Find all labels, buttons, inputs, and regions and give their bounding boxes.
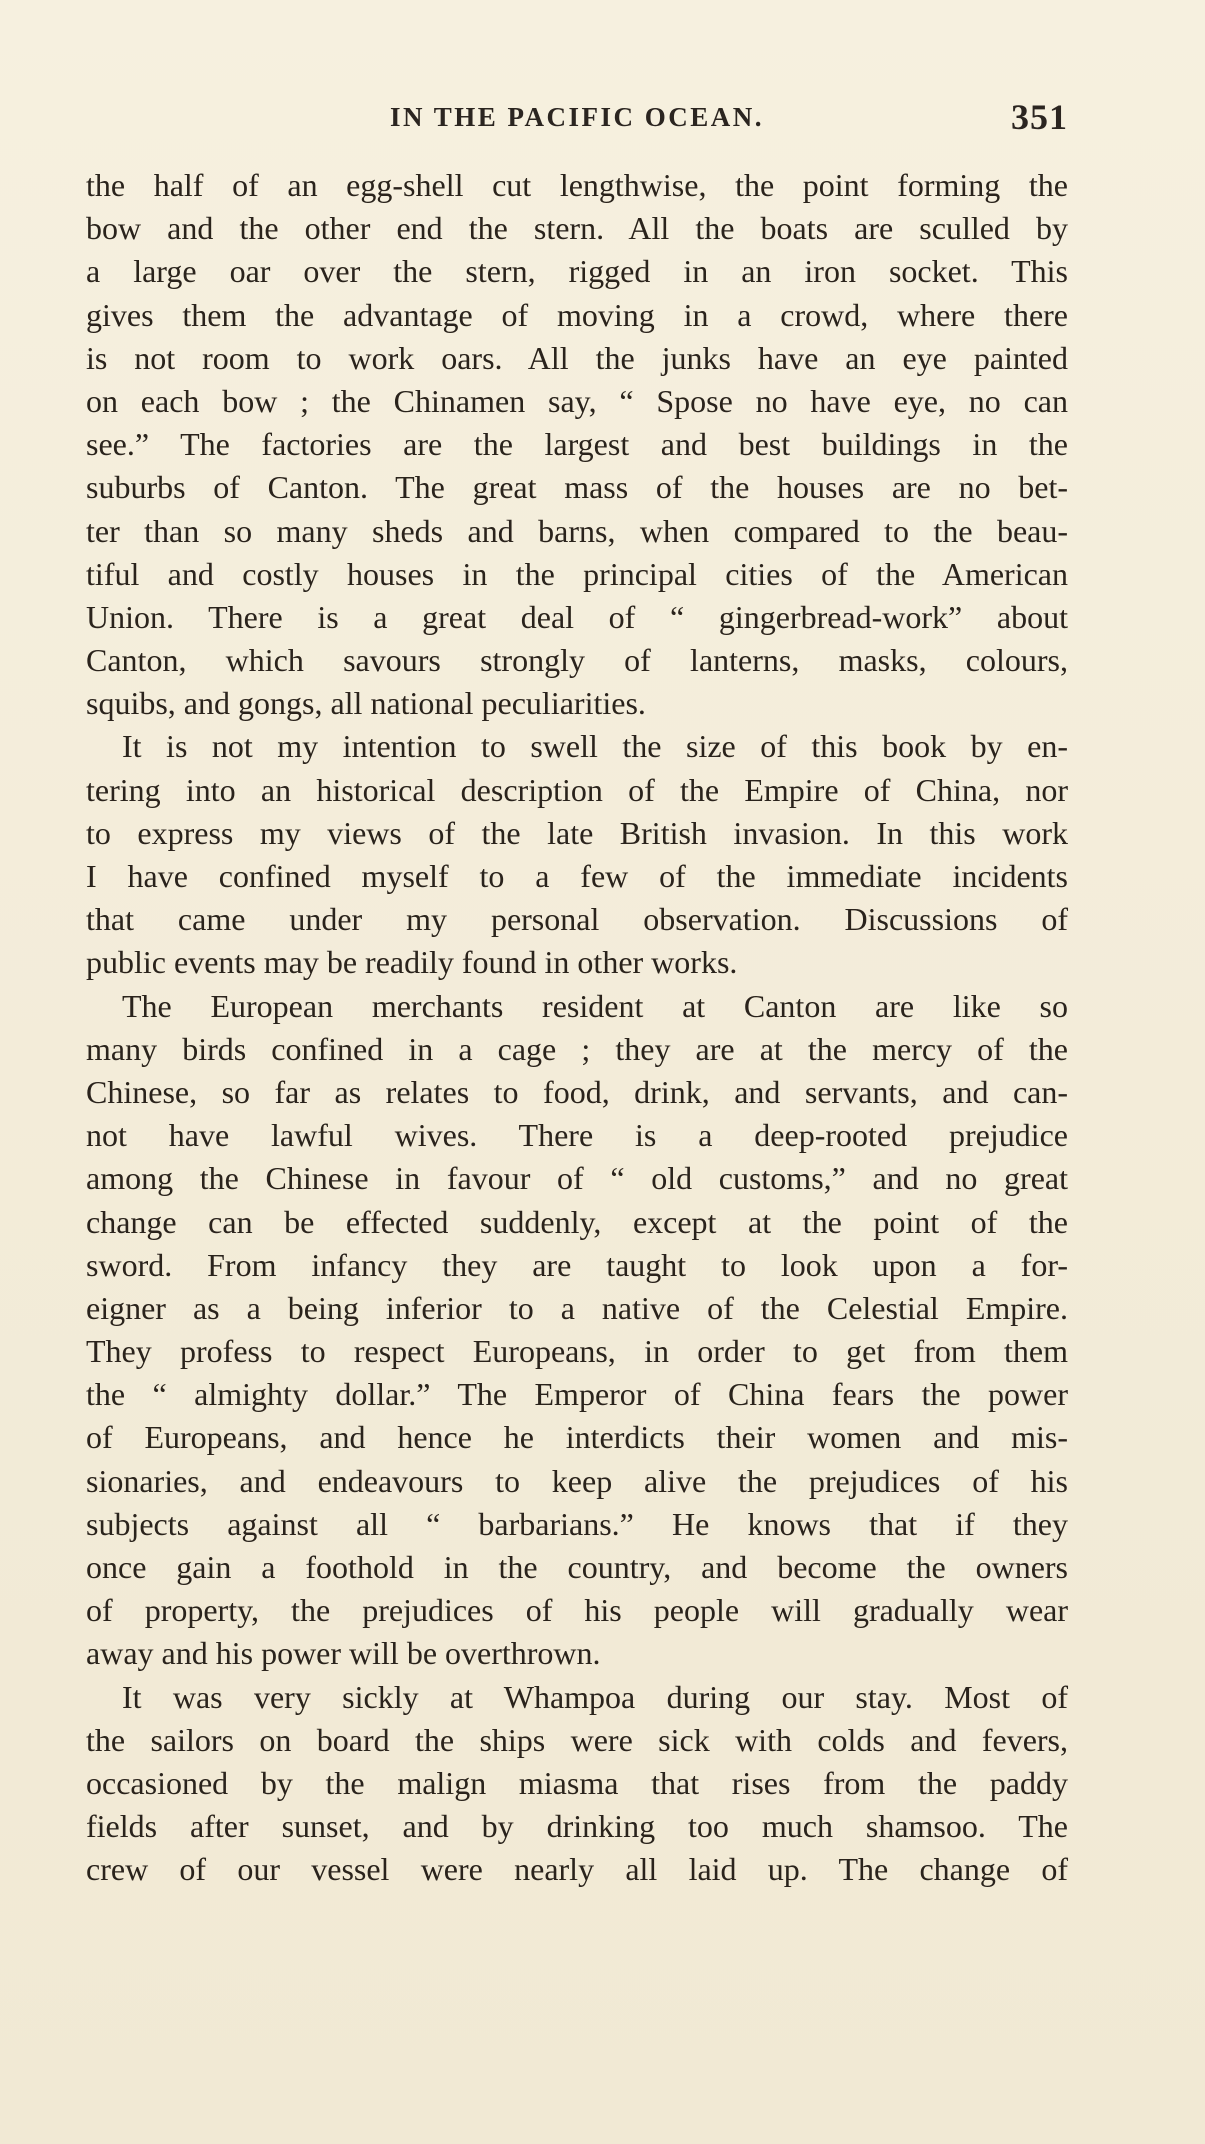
body-text bbox=[86, 164, 1068, 1892]
text-line: of property, the prejudices of his people will gradually wear bbox=[86, 1592, 1068, 1629]
page-number: 351 bbox=[1011, 97, 1068, 137]
text-line: the “ almighty dollar.” The Emperor of China fears the power bbox=[86, 1376, 1068, 1413]
text-line: of Europeans, and hence he interdicts their women and mis- bbox=[86, 1419, 1068, 1456]
text-line: change can be effected suddenly, except at the point of the bbox=[86, 1203, 1068, 1240]
text-line: a large oar over the stern, rigged in an iron socket. This bbox=[86, 253, 1068, 290]
text-line: sword. From infancy they are taught to look upon a for- bbox=[86, 1246, 1068, 1283]
paragraph-start-line: The European merchants resident at Canton are like so bbox=[122, 987, 1068, 1024]
text-line: to express my views of the late British invasion. In this work bbox=[86, 814, 1068, 851]
running-head bbox=[86, 96, 1068, 140]
text-line: Union. There is a great deal of “ gingerbread-work” about bbox=[86, 598, 1068, 635]
text-line: squibs, and gongs, all national peculiarities. bbox=[86, 685, 646, 722]
text-line: public events may be readily found in other works. bbox=[86, 944, 738, 981]
text-line: many birds confined in a cage ; they are at the mercy of the bbox=[86, 1030, 1068, 1067]
paragraph-start-line: It is not my intention to swell the size of this book by en- bbox=[122, 728, 1068, 765]
text-line: see.” The factories are the largest and best buildings in the bbox=[86, 426, 1068, 463]
text-line: bow and the other end the stern. All the boats are sculled by bbox=[86, 210, 1068, 247]
text-line: tiful and costly houses in the principal cities of the American bbox=[86, 555, 1068, 592]
text-line: that came under my personal observation. Discussions of bbox=[86, 901, 1068, 938]
text-line: suburbs of Canton. The great mass of the houses are no bet- bbox=[86, 469, 1068, 506]
text-line: Chinese, so far as relates to food, drink, and servants, and can- bbox=[86, 1073, 1068, 1110]
text-line: crew of our vessel were nearly all laid up. The change of bbox=[86, 1851, 1068, 1888]
text-line: subjects against all “ barbarians.” He knows that if they bbox=[86, 1505, 1068, 1542]
text-line: on each bow ; the Chinamen say, “ Spose no have eye, no can bbox=[86, 382, 1068, 419]
text-line: the sailors on board the ships were sick with colds and fevers, bbox=[86, 1721, 1068, 1758]
text-line: They profess to respect Europeans, in order to get from them bbox=[86, 1333, 1068, 1370]
text-line: among the Chinese in favour of “ old customs,” and no great bbox=[86, 1160, 1068, 1197]
text-line: fields after sunset, and by drinking too much shamsoo. The bbox=[86, 1808, 1068, 1845]
text-line: once gain a foothold in the country, and become the owners bbox=[86, 1549, 1068, 1585]
text-line: is not room to work oars. All the junks have an eye painted bbox=[86, 339, 1068, 376]
text-line: occasioned by the malign miasma that rises from the paddy bbox=[86, 1764, 1068, 1801]
text-line: eigner as a being inferior to a native of the Celestial Empire. bbox=[86, 1289, 1068, 1326]
text-line: Canton, which savours strongly of lanterns, masks, colours, bbox=[86, 642, 1068, 679]
text-line: sionaries, and endeavours to keep alive the prejudices of his bbox=[86, 1462, 1068, 1499]
text-line: tering into an historical description of the Empire of China, nor bbox=[86, 771, 1068, 808]
text-line: not have lawful wives. There is a deep-rooted prejudice bbox=[86, 1117, 1068, 1154]
paragraph-start-line: It was very sickly at Whampoa during our stay. Most of bbox=[122, 1678, 1068, 1715]
text-line: the half of an egg-shell cut lengthwise, the point forming the bbox=[86, 167, 1068, 203]
text-line: away and his power will be overthrown. bbox=[86, 1635, 601, 1672]
running-title: IN THE PACIFIC OCEAN. bbox=[389, 102, 765, 132]
text-line: gives them the advantage of moving in a crowd, where there bbox=[86, 296, 1068, 333]
text-line: ter than so many sheds and barns, when compared to the beau- bbox=[86, 512, 1068, 549]
text-line: I have confined myself to a few of the immediate incidents bbox=[86, 858, 1068, 894]
